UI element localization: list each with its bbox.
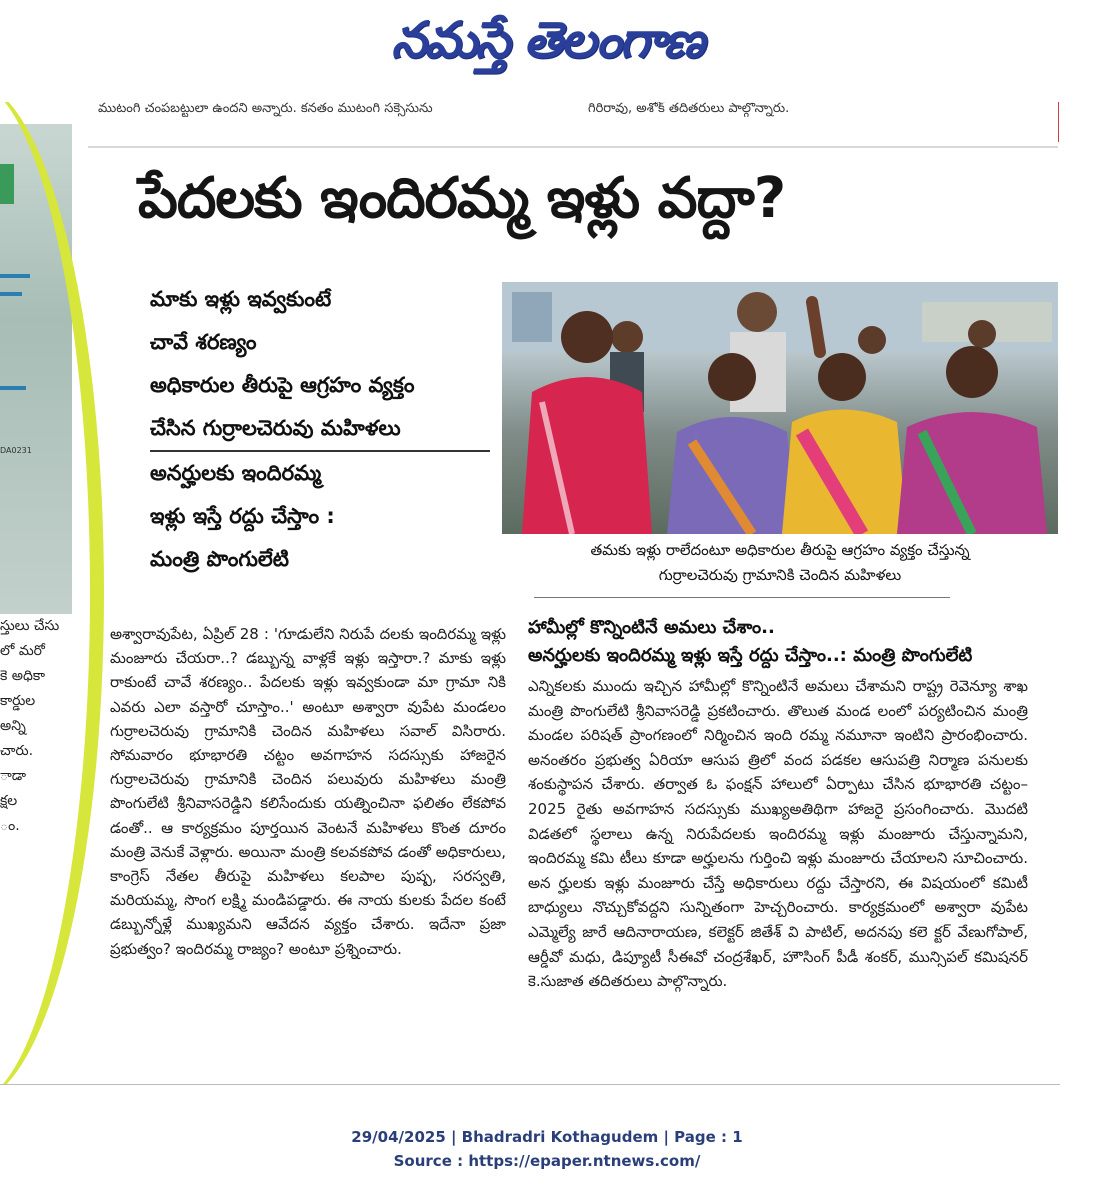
decorative-curve xyxy=(0,102,104,1084)
photo-illustration xyxy=(502,282,1058,534)
section-subheading: అనర్హులకు ఇందిరమ్మ ఇళ్లు ఇస్తే రద్దు చేస్తాం..: మంత్రి పొంగులేటి xyxy=(528,645,973,666)
subheadline-deck xyxy=(150,278,490,581)
section-heading: హామీల్లో కొన్నింటినే అమలు చేశాం.. xyxy=(528,617,775,638)
article-paragraph: ఎన్నికలకు ముందు ఇచ్చిన హామీల్లో కొన్నింటినే అమలు చేశామని రాష్ట్ర రెవెన్యూ శాఖ మంత్రి పొంగులేటి శ్రీనివాసరెడ్డి ప్రకటించారు. తొలుత మండ లంలో పర్యటించిన మంత్రి మండల పరిషత్ ప్రాంగణంలో నిర్మించిన ఇంది రమ్మ నమూనా ఇంటిని ప్రారంభించారు. అనంతరం ప్రభుత్వ ఏరియా ఆసుప త్రిలో వంద పడకల ఆసుపత్రి నిర్మాణ పనులకు శంకుస్థాపన చేశారు. తర్వాత ఓ ఫంక్షన్ హాలులో ఏర్పాటు చేసిన భూభారతి చట్టం–2025 రైతు అవగాహన సదస్సుకు ముఖ్యఅతిథిగా హాజరై ప్రసంగించారు. మొదటి విడతలో స్థలాలు ఉన్న నిరుపేదలకు ఇందిరమ్మ ఇళ్లు మంజూరు చేస్తున్నామని, ఇందిరమ్మ కమి టీలు కూడా అర్హులను గుర్తించి ఇళ్లు మంజూరు చేయాలని సూచించారు. అన ర్హులకు ఇళ్లు మంజూరు చేస్తే అధికారులు రద్దు చేస్తారని, ఈ విషయంలో కమిటీ బాధ్యులు నొచ్చుకోవద్దని సున్నితంగా హెచ్చరించారు. కార్యక్రమంలో అశ్వారా వుపేట ఎమ్మెల్యే జారే ఆదినారాయణ, కలెక్టర్ జితేశ్ వి పాటిల్, అదనపు కలె క్టర్ వేణుగోపాల్, ఆర్డీవో మధు, డిప్యూటీ సీఈవో చంద్రశేఖర్, హౌసింగ్ పీడీ శంకర్, మున్సిపల్ కమిషనర్ కె.సుజాత తదితరులు పాల్గొన్నారు. xyxy=(528,677,1028,991)
article-body-left xyxy=(110,622,506,961)
article-clipping xyxy=(0,102,1060,1084)
adjacent-photo-code: DA0231 xyxy=(0,446,32,455)
newspaper-logo: నమస్తే తెలంగాణ xyxy=(391,10,703,69)
subdeck-line: చేసిన గుర్రాలచెరువు మహిళలు xyxy=(150,416,401,440)
subdeck-line: అధికారుల తీరుపై ఆగ్రహం వ్యక్తం xyxy=(150,373,415,397)
subdeck-line: అనర్హులకు ఇందిరమ్మ xyxy=(150,461,322,485)
source-link[interactable]: Source : https://epaper.ntnews.com/ xyxy=(393,1152,701,1170)
previous-article-strip: ముటంగి చంపబట్టులా ఉందని అన్నారు. కనతం ముటంగి సక్సెసును గిరిరావు, అశోక్ తదితరులు పాల్గొన్నారు. xyxy=(88,102,1059,142)
subdeck-line: చావే శరణ్యం xyxy=(150,330,257,354)
article-paragraph: అశ్వారావుపేట, ఏప్రిల్ 28 : 'గూడులేని నిరుపే దలకు ఇందిరమ్మ ఇళ్లు మంజూరు చేయరా..? డబ్బున్న వాళ్లకే ఇళ్లు ఇస్తారా.? మాకు ఇళ్లు రాకుంటే చావే శరణ్యం.. పేదలకు ఇళ్లు ఇవ్వకుండా మా గ్రామా నికి ఎవరు ఎలా వస్తారో చూస్తాం..' అంటూ అశ్వారా వుపేట మండలం గుర్రాలచెరువు గ్రామానికి చెందిన మహిళలు సవాల్ విసిరారు. సోమవారం భూభారతి చట్టం అవగాహన సదస్సుకు హాజరైన గుర్రాలచెరువు గ్రామానికి చెందిన పలువురు మహిళలు మంత్రి పొంగులేటి శ్రీనివాసరెడ్డిని కలిసేందుకు యత్నించినా ఫలితం లేకపోవ డంతో.. ఆ కార్యక్రమం పూర్తయిన వెంటనే మహిళలు కొంత దూరం మంత్రి వెనుకే వెళ్లారు. అయినా మంత్రి కలవకపోవ డంతో అధికారులు, కాంగ్రెస్ నేతల తీరుపై మహిళలు కలపాల పుష్ప, సరస్వతి, మరియమ్మ, సొంగ లక్ష్మి మండిపడ్డారు. ఈ నాయ కులకు పేదల కంటే డబ్బున్నోళ్లే ముఖ్యమని ఆవేదన వ్యక్తం చేశారు. ఇదేనా ప్రజా ప్రభుత్వం? ఇందిరమ్మ రాజ్యం? అంటూ ప్రశ్నించారు. xyxy=(110,625,506,958)
masthead xyxy=(0,4,1094,76)
issue-info: 29/04/2025 | Bhadradri Kothagudem | Page : 1 xyxy=(351,1128,743,1146)
headline: పేదలకు ఇందిరమ్మ ఇళ్లు వద్దా? xyxy=(138,166,786,231)
epaper-footer xyxy=(0,1125,1094,1173)
subdeck-line: మంత్రి పొంగులేటి xyxy=(150,547,290,571)
adjacent-text: స్తులు చేసు లో మరో కె అధికా కార్డుల అన్ని చారు. ాడా క్షల ం. xyxy=(0,618,60,834)
subdeck-line: మాకు ఇళ్లు ఇవ్వకుంటే xyxy=(150,287,332,311)
news-photo-protesting-women xyxy=(502,282,1058,534)
article-body-right xyxy=(528,614,1028,994)
subdeck-line: ఇళ్లు ఇస్తే రద్దు చేస్తాం : xyxy=(150,504,335,528)
photo-caption: తమకు ఇళ్లు రాలేదంటూ అధికారుల తీరుపై ఆగ్రహం వ్యక్తం చేస్తున్న గుర్రాలచెరువు గ్రామానికి చెందిన మహిళలు xyxy=(590,541,970,584)
